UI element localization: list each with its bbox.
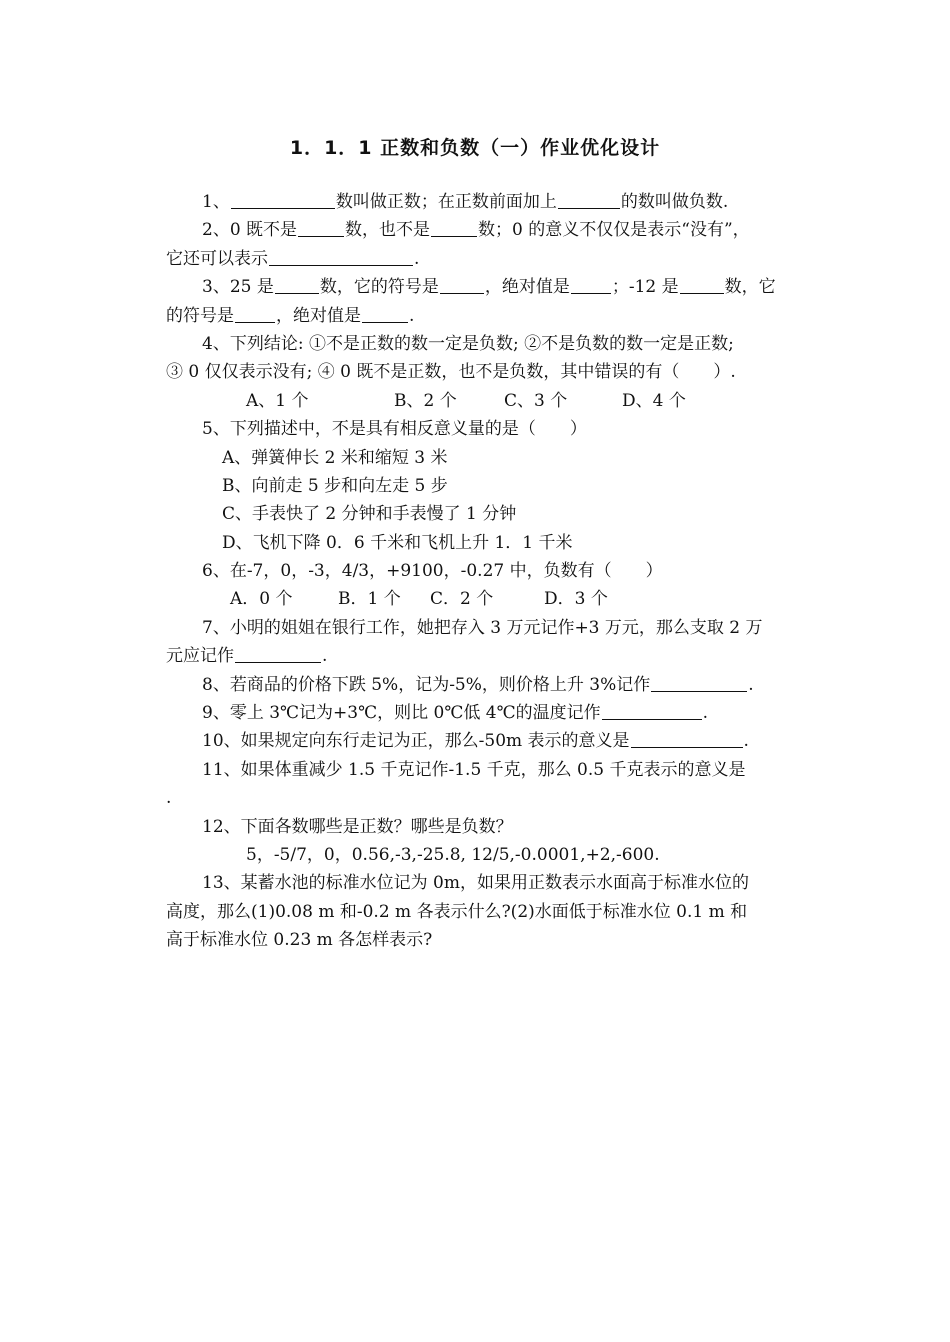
answer-blank bbox=[651, 674, 747, 692]
q1-text-end: 的数叫做负数. bbox=[620, 192, 729, 212]
choice-a: A．0 个 bbox=[230, 589, 293, 610]
q3-text: 的符号是 bbox=[166, 305, 234, 326]
q2-text: 数；0 的意义不仅仅是表示“没有”， bbox=[478, 220, 750, 241]
question-6: 6、在-7，0，-3，4/3，+9100，-0.27 中，负数有（ ） bbox=[202, 561, 663, 582]
question-9 bbox=[166, 699, 788, 727]
answer-blank bbox=[235, 305, 275, 323]
question-12-numbers: 5，-5/7，0，0.56,-3,-25.8, 12/5,-0.0001,+2,-600. bbox=[246, 844, 660, 865]
question-13: 13、某蓄水池的标准水位记为 0m，如果用正数表示水面高于标准水位的 bbox=[202, 873, 749, 894]
q1-number: 1、 bbox=[202, 192, 230, 212]
question-5-option-c: C、手表快了 2 分钟和手表慢了 1 分钟 bbox=[222, 504, 517, 525]
q3-text: 3、25 是 bbox=[202, 277, 274, 298]
question-5: 5、下列描述中，不是具有相反意义量的是（ ） bbox=[202, 419, 587, 440]
answer-blank bbox=[275, 276, 319, 294]
q3-text-end: . bbox=[409, 305, 415, 326]
q8-text-end: . bbox=[748, 674, 754, 695]
question-13-cont-2: 高于标准水位 0.23 m 各怎样表示? bbox=[166, 930, 433, 951]
question-7-cont bbox=[166, 642, 788, 670]
question-3-cont bbox=[166, 302, 788, 330]
question-3 bbox=[166, 273, 788, 301]
choice-b: B．1 个 bbox=[338, 589, 401, 610]
page-title: 1．1．1 正数和负数（一）作业优化设计 bbox=[289, 137, 661, 159]
answer-blank bbox=[231, 191, 335, 209]
answer-blank bbox=[298, 219, 344, 237]
choice-c: C、3 个 bbox=[504, 390, 568, 411]
answer-blank bbox=[602, 702, 702, 720]
choice-d: D．3 个 bbox=[544, 589, 608, 610]
question-5-option-a: A、弹簧伸长 2 米和缩短 3 米 bbox=[222, 447, 448, 468]
answer-blank bbox=[269, 248, 413, 266]
q2-text: 2、0 既不是 bbox=[202, 220, 298, 241]
answer-blank bbox=[571, 276, 611, 294]
q3-text: 数，它 bbox=[724, 277, 776, 298]
q9-text-end: . bbox=[702, 703, 709, 724]
question-list bbox=[166, 188, 788, 955]
q1-text: 数叫做正数；在正数前面加上 bbox=[335, 192, 557, 212]
q2-text: 数，也不是 bbox=[345, 220, 431, 241]
q3-text: ，绝对值是 bbox=[276, 305, 361, 326]
q3-text: ，绝对值是 bbox=[484, 277, 570, 298]
q10-text: 10、如果规定向东行走记为正，那么-50m 表示的意义是 bbox=[202, 731, 630, 752]
q8-text: 8、若商品的价格下跌 5%，记为-5%，则价格上升 3%记作 bbox=[202, 674, 651, 695]
question-10 bbox=[166, 727, 788, 755]
question-11: 11、如果体重减少 1.5 千克记作-1.5 千克，那么 0.5 千克表示的意义是 bbox=[202, 759, 746, 780]
q10-text-end: . bbox=[743, 731, 749, 752]
answer-blank bbox=[440, 276, 484, 294]
q2-text: 它还可以表示 bbox=[166, 248, 268, 269]
answer-blank bbox=[362, 305, 408, 323]
question-11-cont: . bbox=[166, 788, 172, 809]
question-4: 4、下列结论: ①不是正数的数一定是负数; ②不是负数的数一定是正数; bbox=[202, 333, 734, 354]
q3-text: ；-12 是 bbox=[611, 277, 679, 298]
question-5-option-d: D、飞机下降 0．6 千米和飞机上升 1．1 千米 bbox=[222, 532, 573, 553]
q3-text: 数，它的符号是 bbox=[319, 277, 439, 298]
choice-c: C．2 个 bbox=[430, 589, 494, 610]
choice-b: B、2 个 bbox=[394, 390, 457, 411]
answer-blank bbox=[558, 191, 620, 209]
question-8 bbox=[166, 671, 788, 699]
question-4-choices bbox=[166, 387, 788, 415]
question-2 bbox=[166, 216, 788, 244]
answer-blank bbox=[631, 730, 743, 748]
question-2-cont bbox=[166, 245, 788, 273]
question-4-cont: ③ 0 仅仅表示没有; ④ 0 既不是正数，也不是负数，其中错误的有（ ）. bbox=[166, 362, 736, 383]
q2-text-end: . bbox=[414, 248, 420, 269]
answer-blank bbox=[235, 645, 321, 663]
question-6-choices bbox=[166, 585, 788, 613]
answer-blank bbox=[431, 219, 477, 237]
q7-text-end: . bbox=[322, 646, 328, 667]
question-12: 12、下面各数哪些是正数？哪些是负数？ bbox=[202, 816, 513, 837]
q7-text: 元应记作 bbox=[166, 646, 234, 667]
answer-blank bbox=[680, 276, 724, 294]
q9-text: 9、零上 3℃记为+3℃，则比 0℃低 4℃的温度记作 bbox=[202, 703, 601, 724]
question-7: 7、小明的姐姐在银行工作，她把存入 3 万元记作+3 万元，那么支取 2 万 bbox=[202, 617, 763, 638]
choice-a: A、1 个 bbox=[246, 390, 309, 411]
question-13-cont-1: 高度，那么(1)0.08 m 和-0.2 m 各表示什么?(2)水面低于标准水位 0.1 m 和 bbox=[166, 901, 748, 922]
question-1 bbox=[166, 188, 788, 216]
question-5-option-b: B、向前走 5 步和向左走 5 步 bbox=[222, 475, 448, 496]
choice-d: D、4 个 bbox=[622, 390, 686, 411]
